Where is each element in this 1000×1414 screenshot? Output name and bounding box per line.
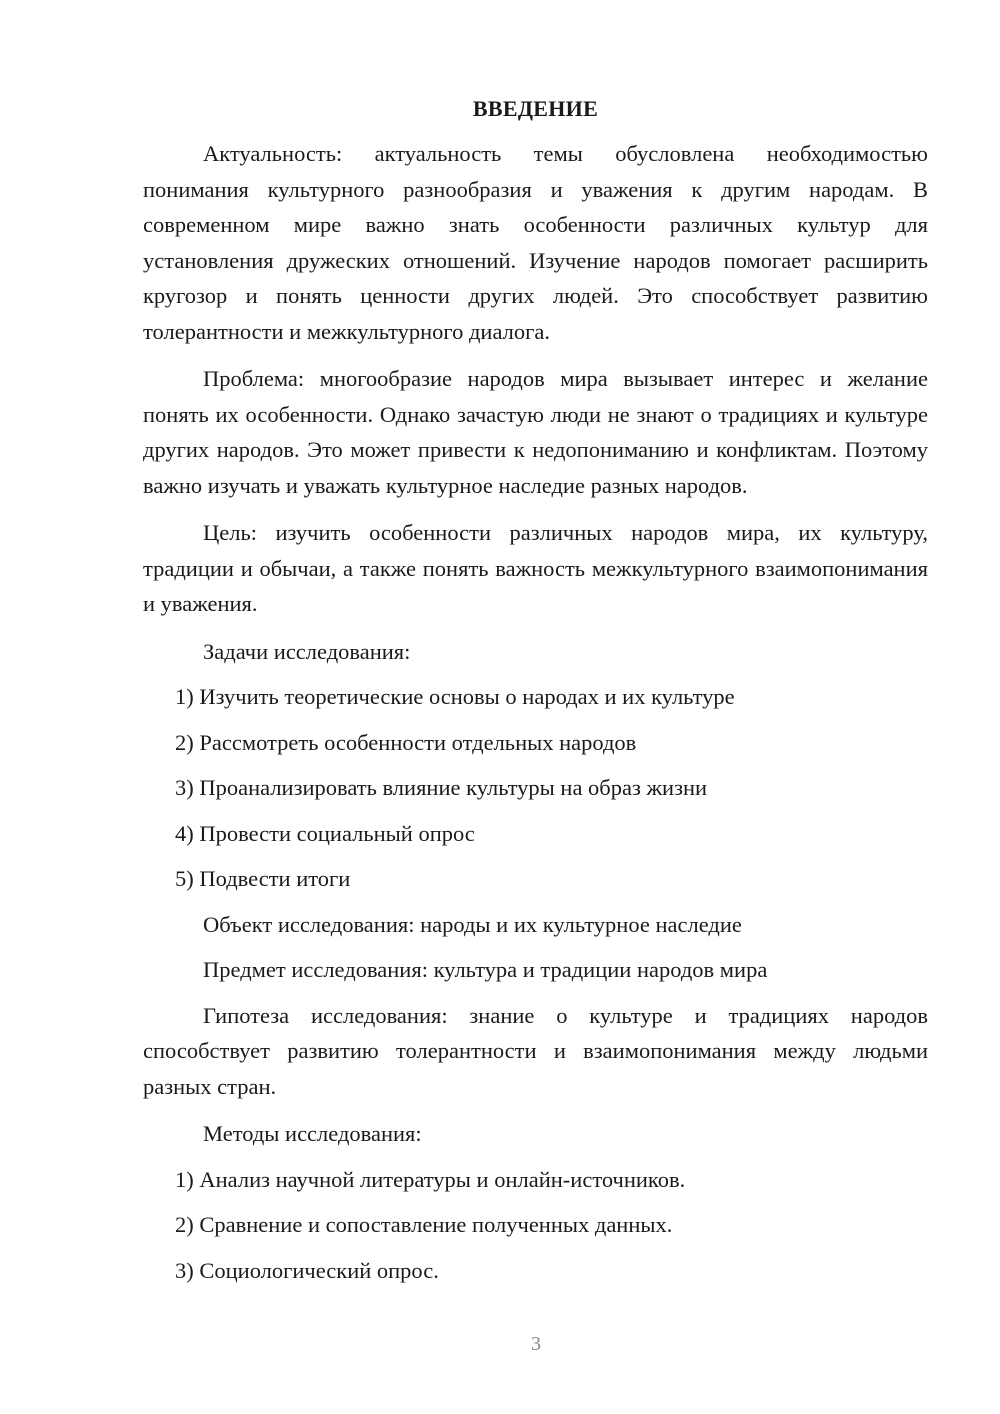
- method-item: 2) Сравнение и сопоставление полученных данных.: [175, 1212, 673, 1237]
- problem-paragraph: Проблема: многообразие народов мира вызывает интерес и желание понять их особенности. Однако зачастую люди не знают о традициях и культуре других народов. Это может привести к недопониманию и конфликтам. Поэтому важно изучать и уважать культурное наследие разных народов.: [143, 366, 928, 498]
- tasks-heading: Задачи исследования:: [203, 638, 411, 664]
- section-title: ВВЕДЕНИЕ: [472, 96, 599, 121]
- document-page: [143, 96, 928, 1298]
- page-number: 3: [531, 1333, 541, 1355]
- method-item: 3) Социологический опрос.: [175, 1257, 439, 1283]
- method-item: 1) Анализ научной литературы и онлайн-источников.: [175, 1166, 686, 1192]
- relevance-paragraph: Актуальность: актуальность темы обусловлена необходимостью понимания культурного разнообразия и уважения к другим народам. В современном мире важно знать особенности различных культур для установления дружеских отношений. Изучение народов помогает расширить кругозор и понять ценности других людей. Это способствует развитию толерантности и межкультурного диалога.: [143, 141, 928, 344]
- task-item: 4) Провести социальный опрос: [175, 820, 475, 846]
- task-item: 3) Проанализировать влияние культуры на образ жизни: [175, 775, 708, 800]
- object-line: Объект исследования: народы и их культурное наследие: [203, 911, 742, 937]
- goal-paragraph: Цель: изучить особенности различных народов мира, их культуру, традиции и обычаи, а также понять важность межкультурного взаимопонимания и уважения.: [143, 520, 928, 616]
- methods-heading: Методы исследования:: [203, 1121, 422, 1146]
- task-item: 2) Рассмотреть особенности отдельных народов: [175, 729, 637, 755]
- task-item: 1) Изучить теоретические основы о народах и их культуре: [175, 684, 735, 709]
- hypothesis-paragraph: Гипотеза исследования: знание о культуре и традициях народов способствует развитию толерантности и взаимопонимания между людьми разных стран.: [143, 1002, 928, 1099]
- subject-line: Предмет исследования: культура и традиции народов мира: [203, 957, 768, 982]
- task-item: 5) Подвести итоги: [175, 866, 351, 891]
